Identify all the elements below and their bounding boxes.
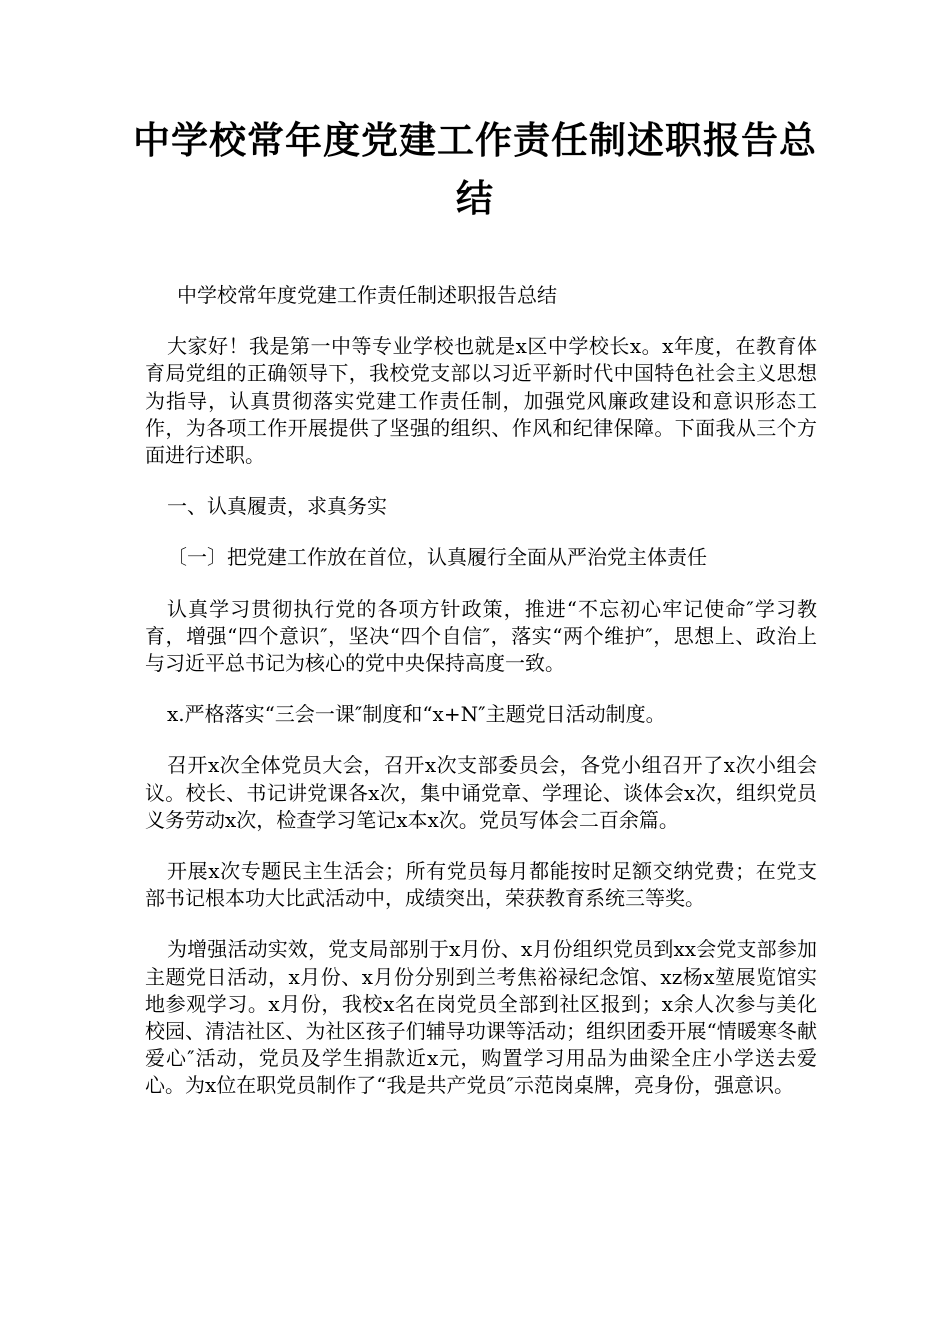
- section-heading-1: 一、认真履责，求真务实: [167, 494, 387, 519]
- paragraph-greeting: 大家好！我是第一中等专业学校也就是x区中学校长x。x年度，在教育体育局党组的正确领导下，我校党支部以习近平新时代中国特色社会主义思想为指导，认真贯彻落实党建工作责任制，加强党风廉政建设和意识形态工作，为各项工作开展提供了坚强的组织、作风和纪律保障。下面我从三个方面进行述职。: [145, 334, 817, 468]
- document-body: [145, 282, 817, 1124]
- subsection-heading-1: 〔一〕把党建工作放在首位，认真履行全面从严治党主体责任: [167, 545, 707, 570]
- document-title: 中学校常年度党建工作责任制述职报告总结: [133, 119, 817, 220]
- paragraph-democratic-life: 开展x次专题民主生活会；所有党员每月都能按时足额交纳党费；在党支部书记根本功大比武活动中，成绩突出，荣获教育系统三等奖。: [145, 859, 817, 911]
- document-subtitle: 中学校常年度党建工作责任制述职报告总结: [177, 283, 557, 307]
- paragraph-meetings: 召开x次全体党员大会，召开x次支部委员会，各党小组召开了x次小组会议。校长、书记讲党课各x次，集中诵党章、学理论、谈体会x次，组织党员义务劳动x次，检查学习笔记x本x次。党员写体会二百余篇。: [145, 753, 817, 832]
- paragraph-activities: 为增强活动实效，党支局部别于x月份、x月份组织党员到xx会党支部参加主题党日活动，x月份、x月份分别到兰考焦裕禄纪念馆、xz杨x堃展览馆实地参观学习。x月份，我校x名在岗党员全部到社区报到；x余人次参与美化校园、清洁社区、为社区孩子们辅导功课等活动；组织团委开展“情暖寒冬献爱心″活动，党员及学生捐款近x元，购置学习用品为曲梁全庄小学送去爱心。为x位在职党员制作了“我是共产党员″示范岗桌牌，亮身份，强意识。: [145, 937, 817, 1098]
- paragraph-study: 认真学习贯彻执行党的各项方针政策，推进“不忘初心牢记使命″学习教育，增强“四个意识″，坚决“四个自信″，落实“两个维护″，思想上、政治上与习近平总书记为核心的党中央保持高度一致。: [145, 596, 817, 676]
- paragraph-system: x.严格落实“三会一课″制度和“x+N″主题党日活动制度。: [167, 702, 666, 727]
